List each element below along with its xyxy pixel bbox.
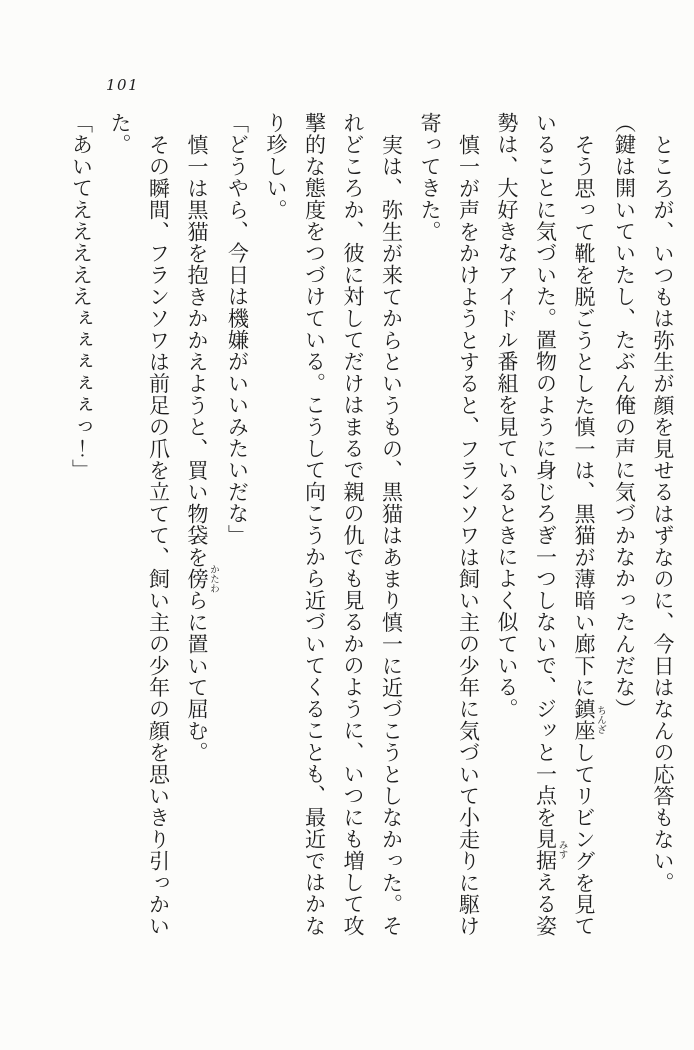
paragraph: 「あいてえええええぇぇぇぇぇっ！」: [69, 112, 94, 481]
paragraph: その瞬間、フランソワは前足の爪を立てて、飼い主の少年の顔を思いきり引っかいた。: [108, 112, 171, 937]
paragraph: 「どうやら、今日は機嫌がいいみたいだな」: [225, 112, 250, 546]
ruby-annotated-word: 見据 みす: [533, 828, 567, 872]
furigana: ちんざ: [595, 697, 605, 742]
paragraph: 慎一は黒猫を抱きかかえようと、買い物袋を傍 かたわらに置いて屈む。: [185, 133, 218, 763]
paragraph: そう思って靴を脱ごうとした慎一は、黒猫が薄暗い廊下に鎮座 ちんざしてリビングを見ていることに気づいた。置物のように身じろぎ一つしないで、ジッと一点を見据 みすえる姿勢は、大好きなアイドル番組を見ているときによく似ている。: [495, 112, 605, 937]
paragraph: ところが、いつもは弥生が顔を見せるはずなのに、今日はなんの応答もない。: [651, 133, 675, 894]
furigana: かたわ: [208, 564, 218, 593]
ruby-annotated-word: 鎮座 ちんざ: [572, 697, 605, 742]
page-number: 101: [106, 76, 140, 94]
furigana: みす: [556, 828, 567, 872]
paragraph: 実は、弥生が来てからというもの、黒猫はあまり慎一に近づこうとしなかった。それどころか、彼に対してだけはまるで親の仇でも見るかのように、いつにも増して攻撃的な態度をつづけている。こうして向こうから近づいてくることも、最近ではかなり珍しい。: [264, 112, 404, 937]
vertical-text-block: [66, 112, 682, 938]
paragraph: 慎一が声をかけようとすると、フランソワは飼い主の少年に気づいて小走りに駆け寄ってきた。: [418, 112, 481, 937]
ruby-annotated-word: 傍 かたわ: [185, 564, 218, 593]
paragraph: （鍵は開いていたし、たぶん俺の声に気づかなかったんだな）: [612, 112, 637, 720]
